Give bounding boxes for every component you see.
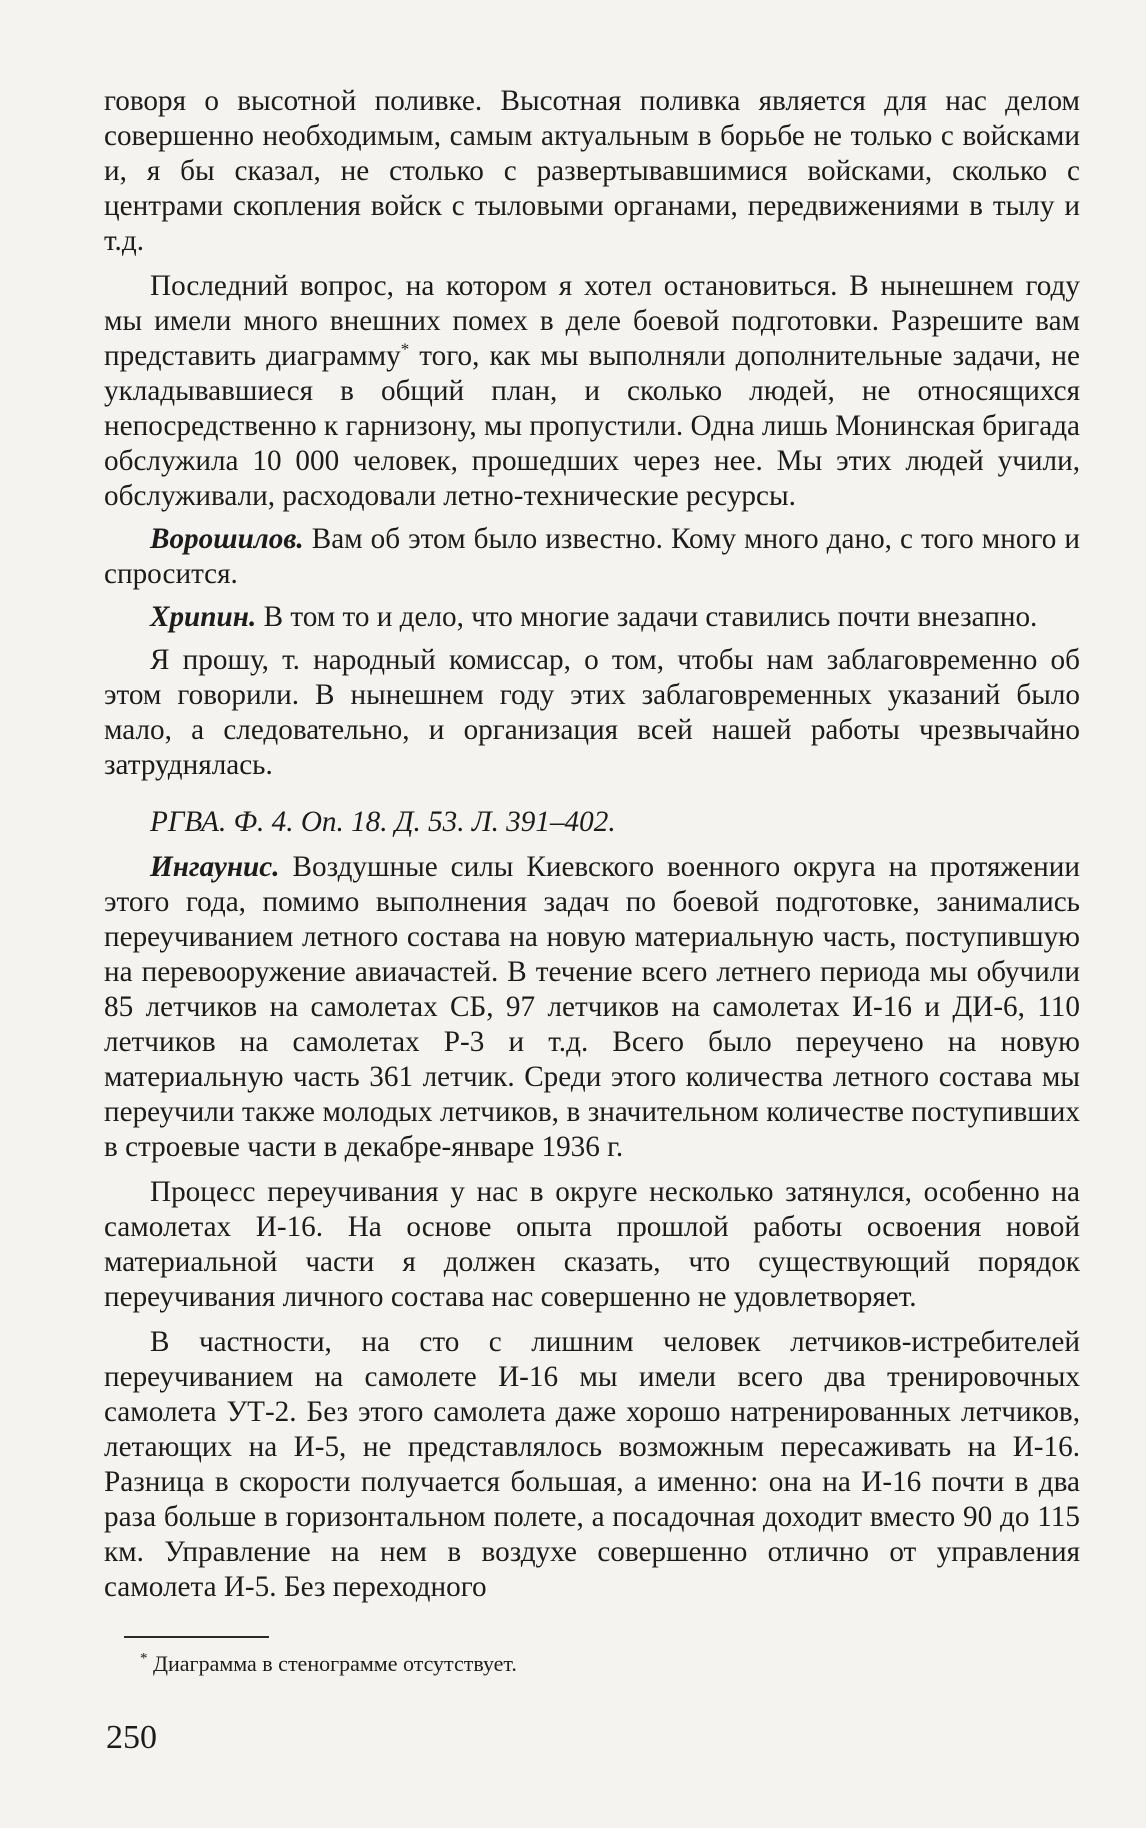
paragraph-1	[104, 84, 1080, 259]
paragraph-request-text: Я прошу, т. народный комиссар, о том, чтобы нам заблаговременно об этом говорили. В нынешнем году этих заблаговременных указаний было мало, а следовательно, и организация всей нашей работы чрезвычайно затруднялась.	[104, 644, 1080, 781]
paragraph-ingaunis-text: Воздушные силы Киевского военного округа на протяжении этого года, помимо выполнения задач по боевой подготовке, занимались переучиванием летного состава на новую материальную часть, поступившую на перевооружение авиачастей. В течение всего летнего периода мы обучили 85 летчиков на самолетах СБ, 97 летчиков на самолетах И-16 и ДИ-6, 110 летчиков на самолетах Р-3 и т.д. Всего было переучено на новую материальную часть 361 летчик. Среди этого количества летного состава мы переучили также молодых летчиков, в значительном количестве поступивших в строевые части в декабре-январе 1936 г.	[104, 851, 1080, 1163]
paragraph-ingaunis	[104, 850, 1080, 1165]
page-body	[104, 84, 1080, 1605]
speaker-name: Ингаунис.	[150, 851, 280, 883]
archive-reference-text: РГВА. Ф. 4. Оп. 18. Д. 53. Л. 391–402.	[150, 806, 616, 838]
paragraph-khripin	[104, 600, 1080, 635]
paragraph-process-text: Процесс переучивания у нас в округе несколько затянулся, особенно на самолетах И-16. На основе опыта прошлой работы освоения новой материальной части я должен сказать, что существующий порядок переучивания личного состава нас совершенно не удовлетворяет.	[104, 1176, 1080, 1313]
speaker-name: Хрипин.	[150, 601, 257, 633]
footnote-mark: *	[140, 1650, 148, 1667]
footnote-reference: *	[400, 339, 410, 359]
paragraph-2	[104, 269, 1080, 514]
paragraph-particulars-text: В частности, на сто с лишним человек летчиков-истребителей переучиванием на самолете И-16 мы имели всего два тренировочных самолета УТ-2. Без этого самолета даже хорошо натренированных летчиков, летающих на И-5, не представлялось возможным пересаживать на И-16. Разница в скорости получается большая, а именно: она на И-16 почти в два раза больше в горизонтальном полете, а посадочная доходит вместо 90 до 115 км. Управление на нем в воздухе совершенно отлично от управления самолета И-5. Без переходного	[104, 1326, 1080, 1603]
paragraph-voroshilov-text: Вам об этом было известно. Кому много дано, с того много и спросится.	[104, 523, 1080, 590]
footnote-text: Диаграмма в стенограмме отсутствует.	[147, 1651, 517, 1676]
paragraph-2-text-before: Последний вопрос, на котором я хотел остановиться. В нынешнем году мы имели много внешних помех в деле боевой подготовки. Разрешите вам представить диаграмму	[104, 270, 1080, 372]
paragraph-voroshilov	[104, 522, 1080, 592]
speaker-name: Ворошилов.	[150, 523, 304, 555]
paragraph-2-text-after: того, как мы выполняли дополнительные задачи, не укладывавшиеся в общий план, и сколько людей, не относящихся непосредственно к гарнизону, мы пропустили. Одна лишь Монинская бригада обслужила 10 000 человек, прошедших через нее. Мы этих людей учили, обслуживали, расходовали летно-технические ресурсы.	[104, 340, 1080, 512]
paragraph-particulars	[104, 1325, 1080, 1605]
archive-reference	[104, 805, 1080, 840]
footnote-divider	[124, 1636, 269, 1638]
paragraph-khripin-text: В том то и дело, что многие задачи ставились почти внезапно.	[256, 601, 1038, 633]
paragraph-request	[104, 643, 1080, 783]
footnote	[140, 1650, 517, 1678]
page-number: 250	[106, 1719, 157, 1756]
paragraph-process	[104, 1175, 1080, 1315]
paragraph-1-text: говоря о высотной поливке. Высотная поливка является для нас делом совершенно необходимым, самым актуальным в борьбе не только с войсками и, я бы сказал, не столько с развертывавшимися войсками, сколько с центрами скопления войск с тыловыми органами, передвижениями в тылу и т.д.	[104, 85, 1080, 257]
